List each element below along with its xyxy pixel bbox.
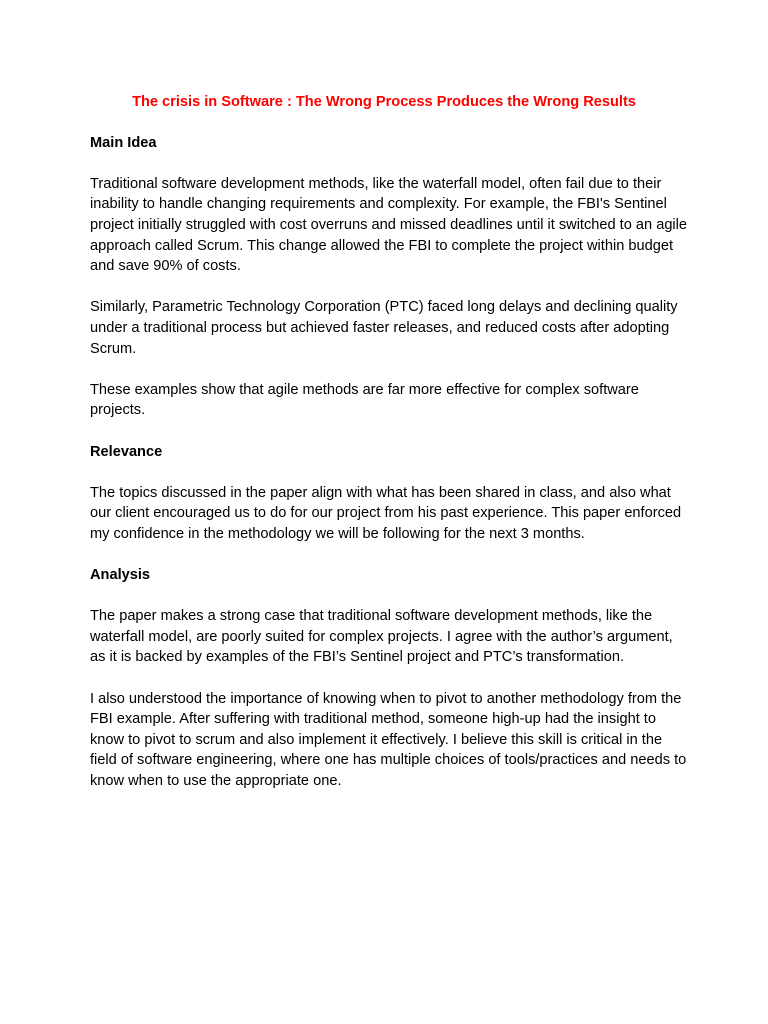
section-analysis — [90, 565, 690, 792]
document-title: The crisis in Software : The Wrong Process Produces the Wrong Results — [132, 94, 636, 110]
paragraph: The paper makes a strong case that traditional software development methods, like the waterfall model, are poorly suited for complex projects. I agree with the author’s argument, as it is backed by examples of the FBI’s Sentinel project and PTC’s transformation. — [90, 608, 673, 666]
section-heading: Analysis — [90, 567, 151, 584]
section-heading: Main Idea — [90, 134, 157, 151]
section-relevance — [90, 442, 690, 545]
paragraph: Similarly, Parametric Technology Corporation (PTC) faced long delays and declining quality under a traditional process but achieved faster releases, and reduced costs after adopting Scrum. — [90, 299, 678, 357]
paragraph: These examples show that agile methods are far more effective for complex software projects. — [90, 381, 639, 419]
paragraph: Traditional software development methods, like the waterfall model, often fail due to their inability to handle changing requirements and complexity. For example, the FBI's Sentinel project initially struggled with cost overruns and missed deadlines until it switched to an agile approach called Scrum. This change allowed the FBI to complete the project within budget and save 90% of costs. — [90, 175, 688, 275]
paragraph: I also understood the importance of knowing when to pivot to another methodology from the FBI example. After suffering with traditional method, someone high-up had the insight to know to pivot to scrum and also implement it effectively. I believe this skill is critical in the field of software engineering, where one has multiple choices of tools/practices and needs to know when to use the appropriate one. — [90, 690, 687, 789]
document-body — [90, 92, 690, 812]
section-main-idea — [90, 133, 690, 421]
paragraph: The topics discussed in the paper align with what has been shared in class, and also what our client encouraged us to do for our project from his past experience. This paper enforced my confidence in the methodology we will be following for the next 3 months. — [90, 484, 682, 542]
section-heading: Relevance — [90, 443, 163, 460]
